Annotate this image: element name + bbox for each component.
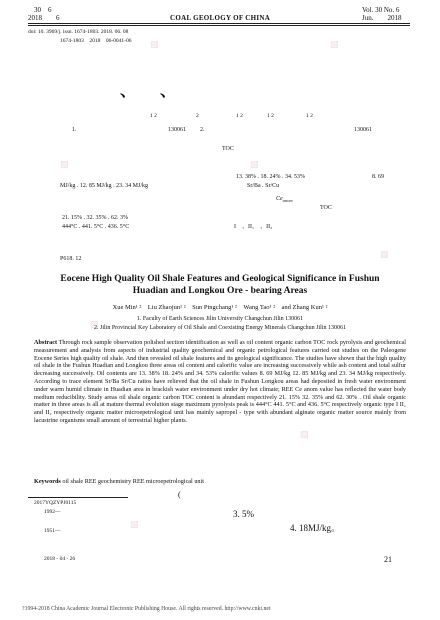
cn-author-sup: 1 2: [150, 113, 157, 119]
en-abstract: [34, 339, 406, 475]
en-title-line2: Huadian and Longkou Ore - bearing Areas: [132, 286, 308, 296]
body-paren: (: [178, 490, 181, 499]
watermark: ▧: [250, 160, 259, 170]
keywords-label: Keywords: [34, 478, 61, 485]
cn-abstract-line2b: Sr/Ba . Sr/Cu: [247, 183, 280, 189]
cn-title: 、 、: [120, 83, 177, 100]
cn-abstract-toc2: TOC: [320, 205, 332, 211]
footnote-rule: [28, 497, 128, 498]
cn-abstract-line3: 21. 15% . 32. 35% . 62. 3%: [62, 215, 128, 221]
watermark: ▧: [300, 430, 309, 440]
cn-abstract-calorific: 8. 69: [372, 174, 384, 180]
en-title-line1: Eocene High Quality Oil Shale Features and Geological Significance in Fushun: [60, 274, 380, 284]
cn-affil-2-code: 130061: [354, 127, 372, 133]
header-rule: [28, 23, 410, 24]
body-mj: 4. 18MJ/kg。: [290, 523, 341, 533]
cn-author-sup: 1 2: [267, 113, 274, 119]
header-date-en: Jun. 2018: [362, 14, 402, 22]
cn-author-sup: 1 2: [306, 113, 313, 119]
watermark: ▧: [130, 520, 139, 530]
abstract-text: Through rock sample observation polished section identification as well as oil content organic carbon TOC rock pyrolysis and geochemical measurement and analysis from aspects of industrial quality geochemical and organic petrological features carried out studies on the Paleogene Eocene Series high quality oil shale. And then revealed oil shale features and its geological significance. The studies have shown that the high quality oil shale in the Fushun Huadian and Longkou three areas oil content and calorific value are increasing successively while ash content and total sulfur decreasing successively. Oil contents are 13. 38% 18. 24% and 34. 53% calorific values 8. 69 MJ/kg 12. 85 MJ/kg and 23. 34 MJ/kg respectively. According to trace element Sr/Ba Sr/Cu ratios have relieved that the oil shale in Fushun Longkou areas had deposited in fresh water environment under warm humid climate in Huadian area in brackish water environment under dry hot climate; REE Ce anom value has reflected the water body medium reducibility. Study areas oil shale organic carbon TOC content is abundant respectively 21. 15% 32. 35% and 62. 30% . Oil shale organic matter in three areas is all at mature thermal evolution stage maximum pyrolysis peak is 444°C 441. 5°C and 436. 5°C respectively organic type I II₁ and II₂ respectively organic matter microepetrological unit has mainly sapropel - type with abundant alginate organic matter source mainly from lacustrine organisms small amount of terrestrial higher plants.: [34, 339, 406, 424]
author-birth-2: 1951—: [44, 528, 61, 534]
watermark: ▧: [90, 320, 99, 330]
doi: doi: 10. 3969/j. issn. 1674-1803. 2018. 06. 08: [28, 29, 129, 35]
author-birth-1: 1992—: [44, 509, 61, 515]
cn-author-sup: 2: [196, 113, 199, 119]
cn-abstract-line4b: I 、II₁ 、II₂: [234, 224, 273, 230]
header-vol-en: Vol. 30 No. 6: [362, 6, 400, 14]
en-authors: Xue Min¹ ² Liu Zhaojun¹ ² Sun Pingchang¹ ² Wang Tao¹ ² and Zhang Kun¹ ²: [112, 304, 328, 311]
abstract-label: Abstract: [34, 339, 58, 346]
cn-affil-1-code: 130061: [168, 127, 186, 133]
cn-abstract-line4a: 444°C . 441. 5°C . 436. 5°C: [62, 224, 130, 230]
en-keywords: [34, 478, 204, 485]
watermark: ▧: [380, 250, 389, 260]
received-date: 2018 - 04 - 26: [44, 556, 76, 562]
watermark: ▧: [330, 40, 339, 50]
header-rule-2: [28, 25, 410, 26]
watermark: ▧: [60, 160, 69, 170]
header-year-cn: 2018 6: [28, 14, 60, 22]
watermark: ▧: [150, 40, 159, 50]
cn-affil-1: 1.: [72, 127, 77, 133]
clc-number: P618. 12: [60, 256, 82, 262]
cn-abstract-ce: $Ce_{anom}$: [276, 196, 293, 204]
cn-abstract-line2a: MJ/kg . 12. 85 MJ/kg . 23. 34 MJ/kg: [60, 183, 149, 189]
fund-number: 2017YQZYPJ0115: [34, 500, 77, 506]
issn: 1674-1803 2018 06-0041-06: [60, 38, 132, 44]
keywords-text: oil shale REE geochemistry REE microepetrological unit: [60, 478, 204, 485]
copyright-footer: ?1994-2018 China Academic Journal Electronic Publishing House. All rights reserved. http://www.cnki.net: [22, 606, 271, 612]
journal-name: COAL GEOLOGY OF CHINA: [170, 14, 271, 22]
cn-affil-2: 2.: [200, 127, 205, 133]
header-vol-cn: 30 6: [34, 6, 52, 14]
body-pct: 3. 5%: [233, 509, 254, 519]
cn-author-sup: 1 2: [236, 113, 243, 119]
cn-abstract-oil-content: 13. 38% . 18. 24% . 34. 53%: [236, 174, 305, 180]
cn-abstract-toc: TOC: [222, 146, 234, 152]
page-number: 21: [384, 555, 392, 564]
en-affil-2: 2. Jilin Provincial Key Laboratory of Oil Shale and Coexisting Energy Minerals Changchun Jilin 130061: [93, 325, 347, 331]
en-affil-1: 1. Faculty of Earth Sciences Jilin University Changchun Jilin 130061: [136, 316, 304, 322]
